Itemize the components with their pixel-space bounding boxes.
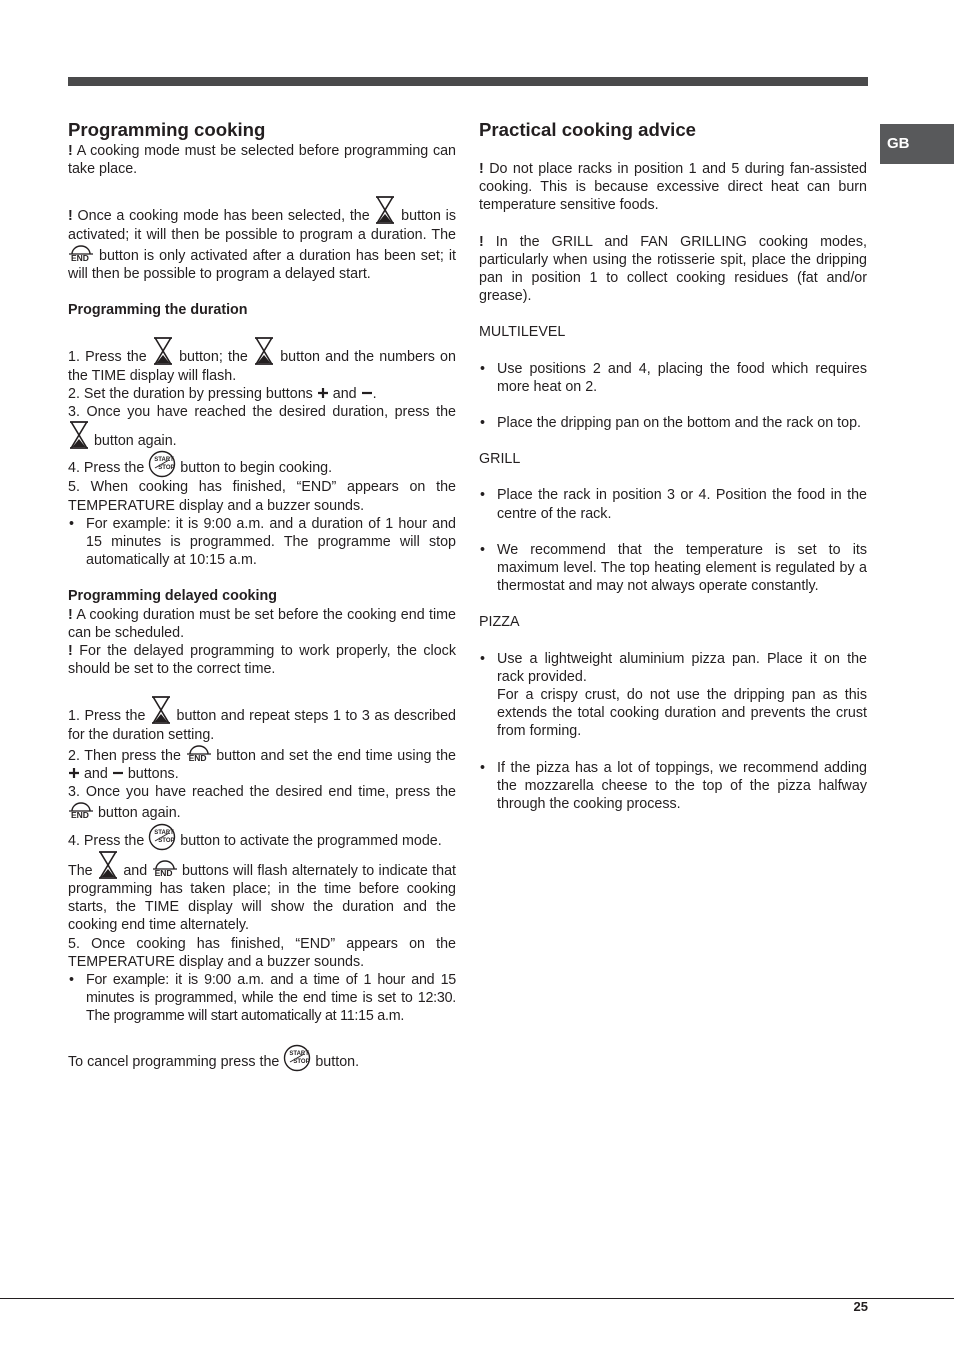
example-bullet: • For example: it is 9:00 a.m. and a duration of 1 hour and 15 minutes is programmed. The programme will stop automatically at 10:15 a.m. [68, 515, 456, 570]
warning-paragraph: ! A cooking mode must be selected before programming can take place. [68, 143, 457, 178]
end-icon: END [68, 244, 94, 264]
step-3: 3. Once you have reached the desired end time, press the END button again. [68, 784, 456, 822]
top-rule-bar [68, 77, 868, 86]
start-stop-icon: START STOP [148, 450, 176, 478]
exclamation-mark: ! [68, 606, 73, 623]
section-title-advice: Practical cooking advice [479, 119, 697, 140]
plus-icon [317, 387, 329, 399]
warning-paragraph: ! Once a cooking mode has been selected, the button is activated; it will then be possible to program a duration. The END button is only activated after a duration has been set; it will then be possible to program a delayed start. [68, 196, 456, 283]
exclamation-mark: ! [68, 208, 73, 225]
advice-bullet: • If the pizza has a lot of toppings, we recommend adding the mozzarella cheese to the top of the pizza halfway through the cooking process. [479, 759, 867, 814]
step-4: 4. Press the START STOP button to activate the programmed mode. [68, 823, 456, 851]
warning-paragraph: ! In the GRILL and FAN GRILLING cooking modes, particularly when using the rotisserie spit, place the dripping pan in position 1 to collect cooking residues (fat and/or grease). [479, 233, 867, 305]
hourglass-icon [374, 196, 396, 224]
plus-icon [68, 767, 80, 779]
minus-icon [112, 767, 124, 779]
hourglass-icon [150, 696, 172, 724]
step-2: 2. Set the duration by pressing buttons and . [68, 385, 377, 402]
advice-bullet: • Place the rack in position 3 or 4. Position the food in the centre of the rack. [479, 486, 867, 522]
right-column [479, 118, 867, 813]
section-title-programming: Programming cooking [68, 119, 266, 140]
step-5: 5. Once cooking has finished, “END” appears on the TEMPERATURE display and a buzzer sounds. [68, 935, 456, 970]
advice-bullet: • Use a lightweight aluminium pizza pan. Place it on the rack provided. For a crispy crust, do not use the dripping pan as this extends the total cooking duration and prevents the crust from forming. [479, 650, 867, 741]
start-stop-icon: START STOP [283, 1044, 311, 1072]
subheading-grill: GRILL [479, 451, 521, 468]
hourglass-icon [152, 337, 174, 365]
cancel-note: To cancel programming press the START STOP button. [68, 1044, 456, 1072]
end-icon: END [152, 859, 178, 879]
example-bullet: • For example: it is 9:00 a.m. and a time of 1 hour and 15 minutes is programmed, while the end time is set to 12:30. The programme will start automatically at 11:15 a.m. [68, 971, 456, 1026]
warning-paragraph: ! Do not place racks in position 1 and 5 during fan-assisted cooking. This is because excessive direct heat can burn temperature sensitive foods. [479, 161, 867, 214]
flash-note: The and END buttons will flash alternately to indicate that programming has taken place; in the time before cooking starts, the TIME display will show the duration and the cooking end time alternately. [68, 851, 456, 935]
advice-bullet: • Use positions 2 and 4, placing the food which requires more heat on 2. [479, 360, 867, 396]
warning-paragraph: ! For the delayed programming to work properly, the clock should be set to the correct time. [68, 643, 456, 678]
hourglass-icon [253, 337, 275, 365]
advice-bullet: • We recommend that the temperature is set to its maximum level. The top heating element is regulated by a thermostat and may not always operate constantly. [479, 541, 867, 596]
exclamation-mark: ! [68, 643, 73, 660]
advice-bullet: • Place the dripping pan on the bottom and the rack on top. [479, 414, 867, 432]
step-3: 3. Once you have reached the desired duration, press the button again. [68, 404, 456, 450]
step-1: 1. Press the button; the button and the numbers on the TIME display will flash. [68, 337, 456, 384]
step-5: 5. When cooking has finished, “END” appears on the TEMPERATURE display and a buzzer sounds. [68, 479, 456, 514]
subheading-multilevel: MULTILEVEL [479, 324, 566, 341]
hourglass-icon [97, 851, 119, 879]
language-tab: GB [880, 124, 954, 164]
footer-rule [0, 1298, 954, 1299]
subheading-delayed: Programming delayed cooking [68, 588, 277, 605]
exclamation-mark: ! [479, 233, 484, 250]
step-4: 4. Press the START STOP button to begin cooking. [68, 450, 456, 478]
warning-paragraph: ! A cooking duration must be set before the cooking end time can be scheduled. [68, 606, 456, 641]
subheading-pizza: PIZZA [479, 614, 520, 631]
left-column [68, 118, 456, 1072]
end-icon: END [68, 801, 94, 821]
minus-icon [361, 387, 373, 399]
exclamation-mark: ! [68, 143, 73, 159]
page-number: 25 [853, 1299, 868, 1314]
hourglass-icon [68, 421, 90, 449]
start-stop-icon: START STOP [148, 823, 176, 851]
step-2: 2. Then press the END button and set the end time using the and buttons. [68, 744, 456, 783]
end-icon: END [186, 744, 212, 764]
step-1: 1. Press the button and repeat steps 1 to 3 as described for the duration setting. [68, 696, 456, 743]
subheading-duration: Programming the duration [68, 302, 248, 319]
exclamation-mark: ! [479, 161, 484, 177]
